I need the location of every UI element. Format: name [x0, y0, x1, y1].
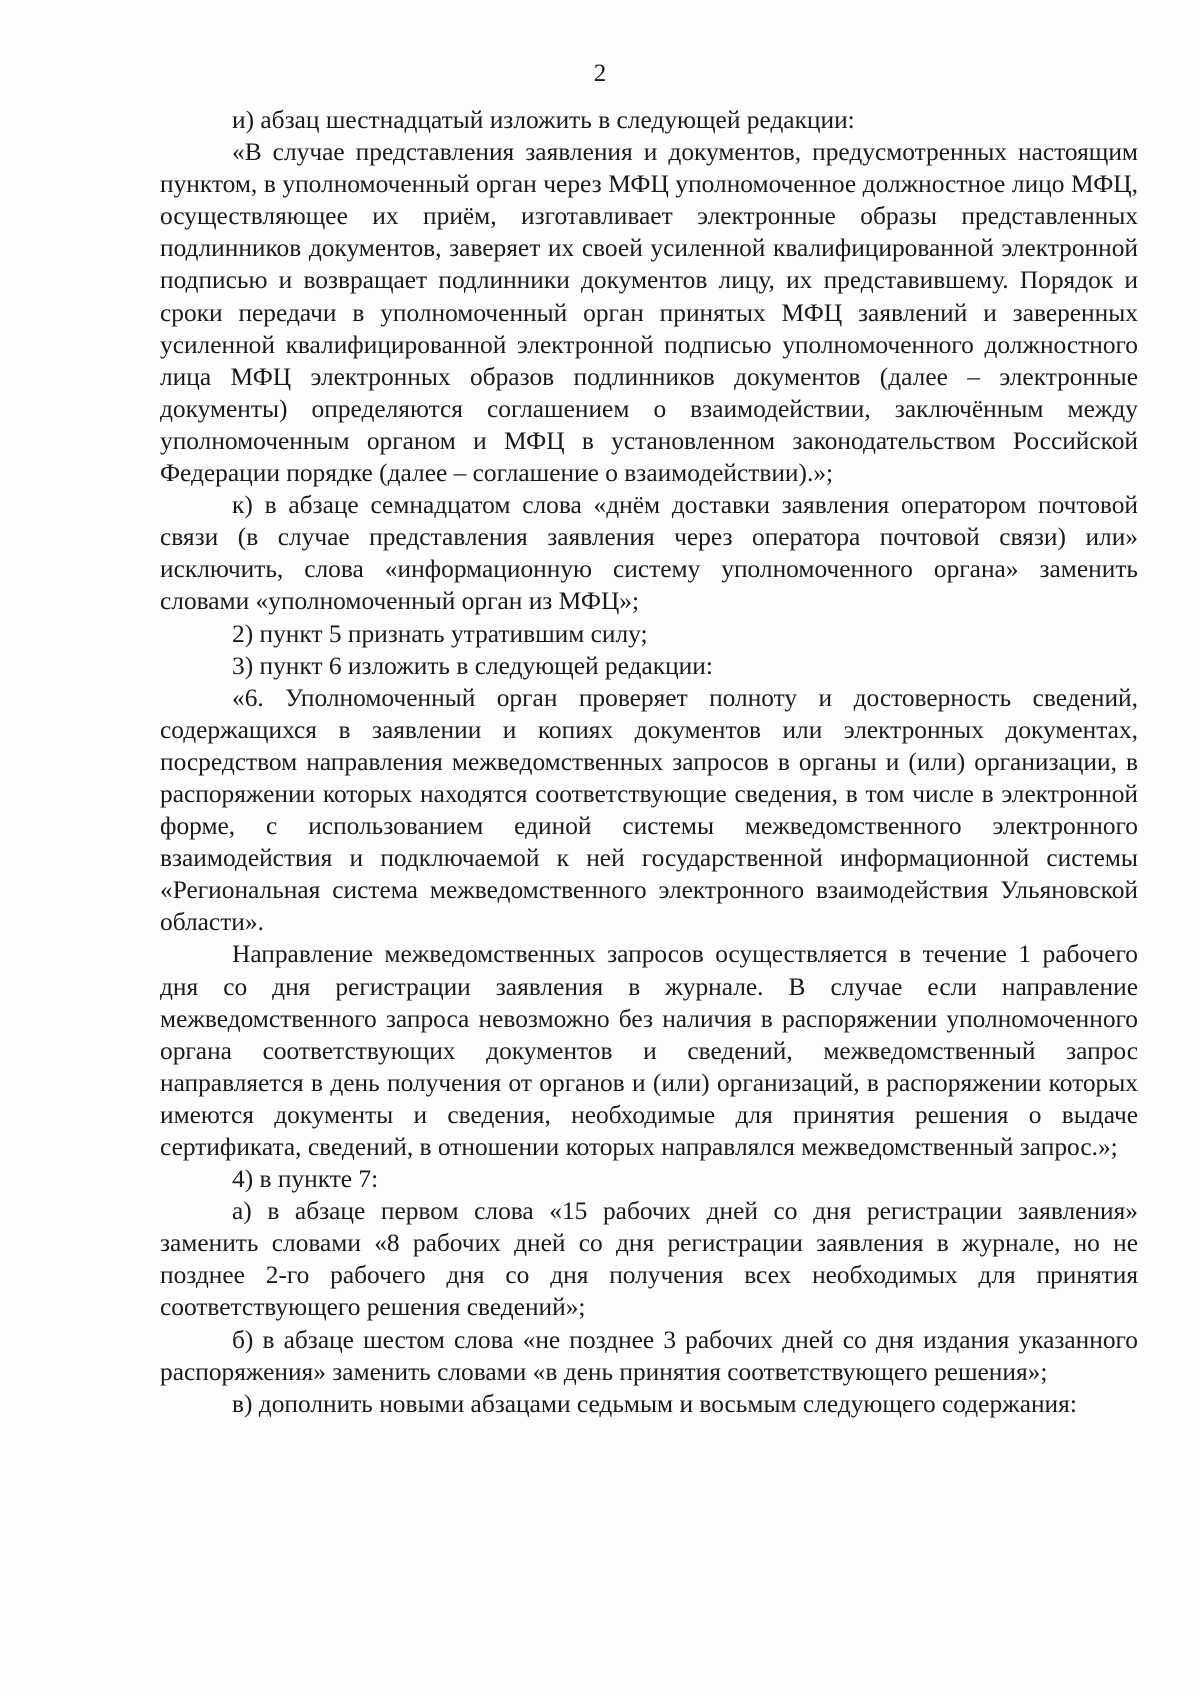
paragraph-v-amendment: в) дополнить новыми абзацами седьмым и восьмым следующего содержания: — [232, 1389, 1077, 1418]
paragraph-a-amendment: а) в абзаце первом слова «15 рабочих дней со дня регистрации заявления» заменить словами «8 рабочих дней со дня регистрации заявления в журнале, но не позднее 2-го рабочего дня со дня получения всех необходимых для принятия соответствующего решения сведений»; — [160, 1197, 1138, 1322]
paragraph-quoted-mfc-procedure: «В случае представления заявления и документов, предусмотренных настоящим пунктом, в уполномоченный орган через МФЦ уполномоченное должностное лицо МФЦ, осуществляющее их приём, изготавливает электронные образы представленных подлинников документов, заверяет их своей усиленной квалифицированной электронной подписью и возвращает подлинники документов лицу, их представившему. Порядок и сроки передачи в уполномоченный орган принятых МФЦ заявлений и заверенных усиленной квалифицированной электронной подписью уполномоченного должностного лица МФЦ электронных образов подлинников документов (далее – электронные документы) определяются соглашением о взаимодействии, заключённым между уполномоченным органом и МФЦ в установленном законодательством Российской Федерации порядке (далее – соглашение о взаимодействии).»; — [160, 138, 1138, 488]
document-body — [160, 104, 1138, 1420]
paragraph-quoted-item-6: «6. Уполномоченный орган проверяет полноту и достоверность сведений, содержащихся в заявлении и копиях документов или электронных документах, посредством направления межведомственных запросов в органы и (или) организации, в распоряжении которых находятся соответствующие сведения, в том числе в электронной форме, с использованием единой системы межведомственного электронного взаимодействия и подключаемой к ней государственной информационной системы «Региональная система межведомственного электронного взаимодействия Ульяновской области». — [160, 683, 1138, 937]
paragraph-k-amendment: к) в абзаце семнадцатом слова «днём доставки заявления оператором почтовой связи (в случае представления заявления через оператора почтовой связи) или» исключить, слова «информационную систему уполномоченного органа» заменить словами «уполномоченный орган из МФЦ»; — [160, 491, 1138, 616]
paragraph-item-2: 2) пункт 5 признать утратившим силу; — [232, 619, 648, 648]
paragraph-i-amendment: и) абзац шестнадцатый изложить в следующей редакции: — [232, 106, 855, 134]
paragraph-item-4: 4) в пункте 7: — [232, 1165, 379, 1194]
page-number: 2 — [593, 60, 607, 87]
paragraph-b-amendment: б) в абзаце шестом слова «не позднее 3 рабочих дней со дня издания указанного распоряжения» заменить словами «в день принятия соответствующего решения»; — [160, 1325, 1138, 1386]
paragraph-interagency-requests: Направление межведомственных запросов осуществляется в течение 1 рабочего дня со дня регистрации заявления в журнале. В случае если направление межведомственного запроса невозможно без наличия в распоряжении уполномоченного органа соответствующих документов и сведений, межведомственный запрос направляется в день получения от органов и (или) организаций, в распоряжении которых имеются документы и сведения, необходимые для принятия решения о выдаче сертификата, сведений, в отношении которых направлялся межведомственный запрос.»; — [160, 940, 1138, 1161]
paragraph-item-3: 3) пункт 6 изложить в следующей редакции: — [232, 651, 713, 680]
